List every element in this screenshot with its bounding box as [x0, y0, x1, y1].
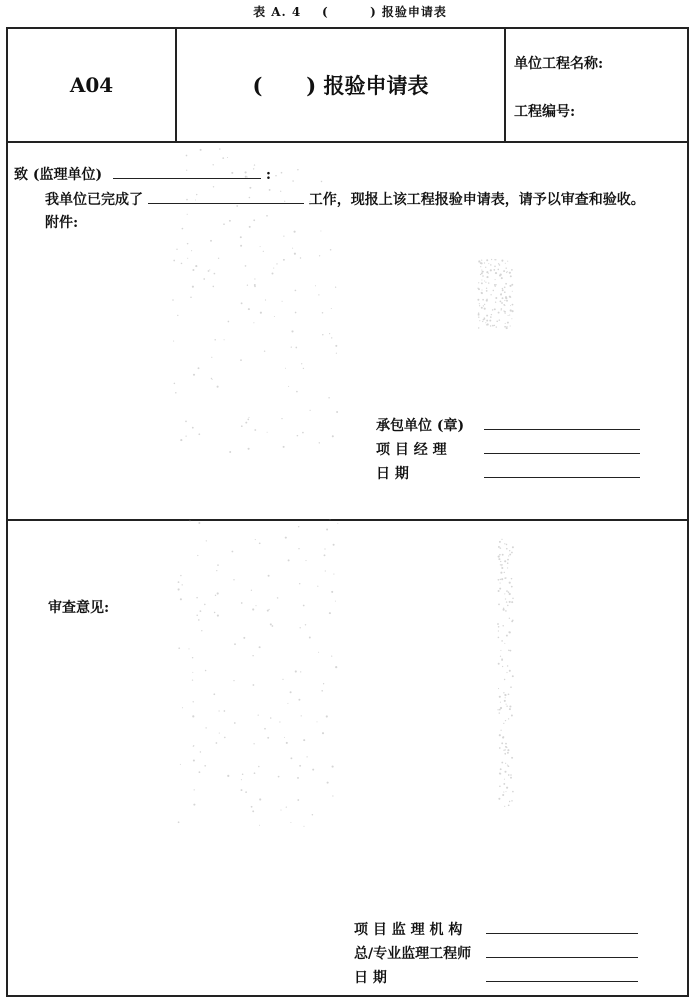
form-code: A04	[8, 29, 177, 141]
addressee-colon: :	[265, 167, 272, 183]
pm-field[interactable]	[484, 439, 640, 454]
contractor-row	[376, 415, 640, 435]
engineer-field[interactable]	[486, 943, 638, 958]
statement-prefix: 我单位已完成了	[45, 192, 143, 208]
application-section	[8, 143, 687, 521]
addressee-label: 致 (监理单位)	[14, 167, 103, 183]
completed-work-field[interactable]	[148, 189, 304, 204]
agency-label: 项 目 监 理 机 构	[354, 922, 463, 938]
project-info-cell	[506, 29, 687, 141]
addressee-field[interactable]	[113, 164, 261, 179]
date-label-b: 日 期	[354, 970, 387, 986]
project-name-label: 单位工程名称:	[514, 56, 604, 72]
contractor-field[interactable]	[484, 415, 640, 430]
engineer-label: 总/专业监理工程师	[354, 946, 472, 962]
statement-line	[45, 189, 645, 209]
agency-field[interactable]	[486, 919, 638, 934]
pm-row	[376, 439, 640, 459]
statement-suffix: 工作，现报上该工程报验申请表，请予以审查和验收。	[308, 192, 645, 208]
form-header	[8, 29, 687, 143]
addressee-line	[14, 164, 271, 184]
date-label-a: 日 期	[376, 466, 409, 482]
agency-row	[354, 919, 638, 939]
contractor-label: 承包单位 (章)	[376, 418, 465, 434]
attachment-label: 附件:	[45, 215, 79, 231]
project-no-label: 工程编号:	[514, 104, 576, 120]
date-field-a[interactable]	[484, 463, 640, 478]
table-caption: 表 A. 4 ( ) 报验申请表	[253, 5, 447, 19]
date-row-a	[376, 463, 640, 483]
date-row-b	[354, 967, 638, 987]
review-section	[8, 521, 687, 997]
date-field-b[interactable]	[486, 967, 638, 982]
pm-label: 项 目 经 理	[376, 442, 447, 458]
form-frame	[6, 27, 689, 997]
review-label: 审查意见:	[48, 600, 110, 616]
form-title: ( ) 报验申请表	[177, 29, 506, 141]
engineer-row	[354, 943, 638, 963]
